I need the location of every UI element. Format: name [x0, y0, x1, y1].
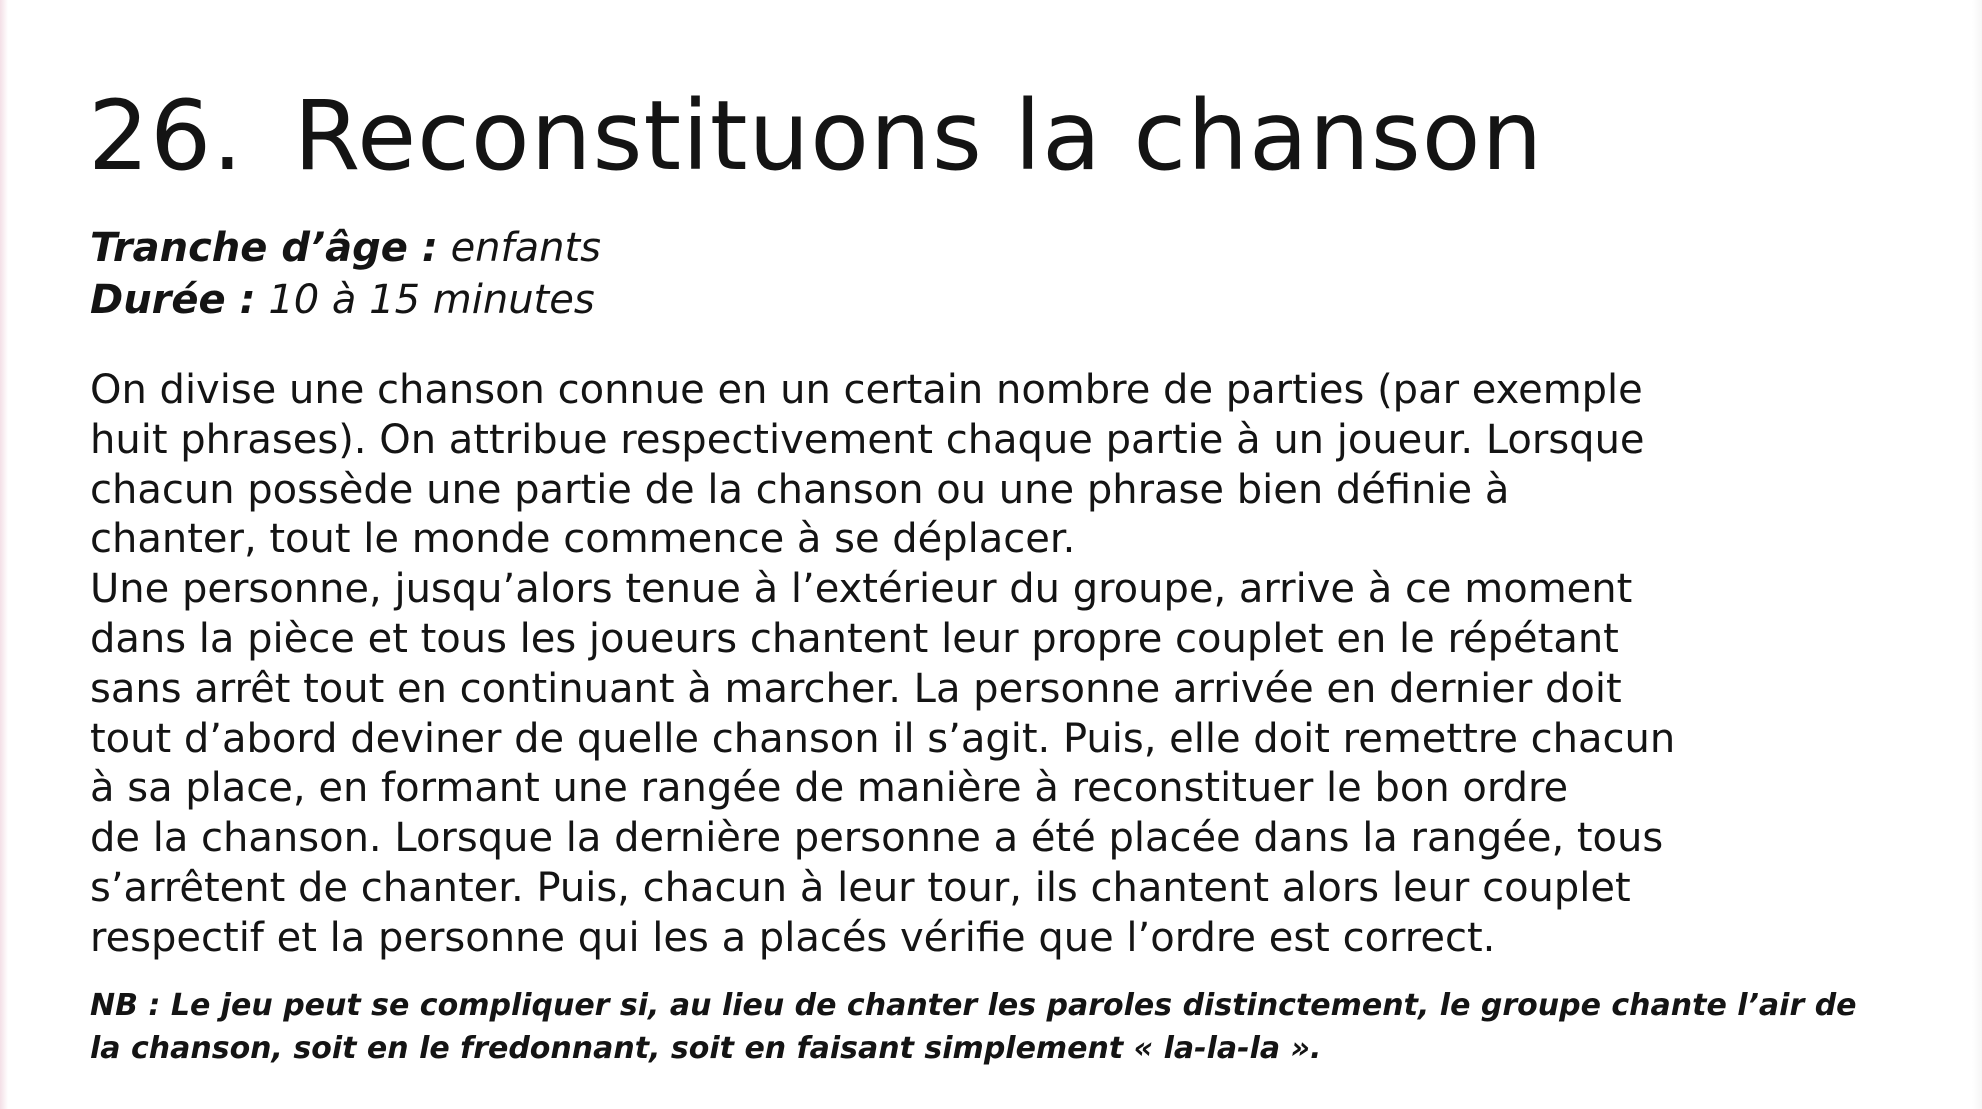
game-meta — [90, 222, 601, 326]
title-number: 26. — [88, 80, 244, 192]
description-line: Une personne, jusqu’alors tenue à l’extérieur du groupe, arrive à ce moment — [90, 566, 1633, 613]
game-description — [90, 366, 1950, 964]
duration-row — [90, 274, 601, 326]
duration-value: 10 à 15 minutes — [268, 277, 595, 323]
description-line: tout d’abord deviner de quelle chanson il s’agit. Puis, elle doit remettre chacun — [90, 715, 1676, 762]
nb-note — [90, 984, 1950, 1070]
description-line: respectif et la personne qui les a placés vérifie que l’ordre est correct. — [90, 914, 1496, 961]
duration-label: Durée : — [90, 277, 256, 323]
title-text: Reconstituons la chanson — [293, 80, 1544, 192]
age-range-value: enfants — [450, 225, 601, 271]
age-range-label: Tranche d’âge : — [90, 225, 438, 271]
nb-line: la chanson, soit en le fredonnant, soit en faisant simplement « la-la-la ». — [90, 1031, 1322, 1066]
description-line: s’arrêtent de chanter. Puis, chacun à leur tour, ils chantent alors leur couplet — [90, 864, 1631, 911]
page-edge-shade-right — [1972, 0, 1982, 1109]
nb-line: NB : Le jeu peut se compliquer si, au lieu de chanter les paroles distinctement, le groupe chante l’air de — [90, 988, 1857, 1023]
page-edge-shade — [0, 0, 8, 1109]
description-line: On divise une chanson connue en un certain nombre de parties (par exemple — [90, 367, 1643, 413]
description-line: de la chanson. Lorsque la dernière personne a été placée dans la rangée, tous — [90, 815, 1664, 862]
description-line: huit phrases). On attribue respectivement chaque partie à un joueur. Lorsque — [90, 416, 1645, 463]
description-line: chanter, tout le monde commence à se déplacer. — [90, 516, 1076, 563]
page-title — [88, 80, 1544, 192]
description-line: chacun possède une partie de la chanson ou une phrase bien définie à — [90, 466, 1510, 513]
description-line: sans arrêt tout en continuant à marcher. La personne arrivée en dernier doit — [90, 665, 1622, 712]
description-line: à sa place, en formant une rangée de manière à reconstituer le bon ordre — [90, 765, 1569, 812]
description-line: dans la pièce et tous les joueurs chantent leur propre couplet en le répétant — [90, 615, 1619, 662]
age-range-row — [90, 222, 601, 274]
